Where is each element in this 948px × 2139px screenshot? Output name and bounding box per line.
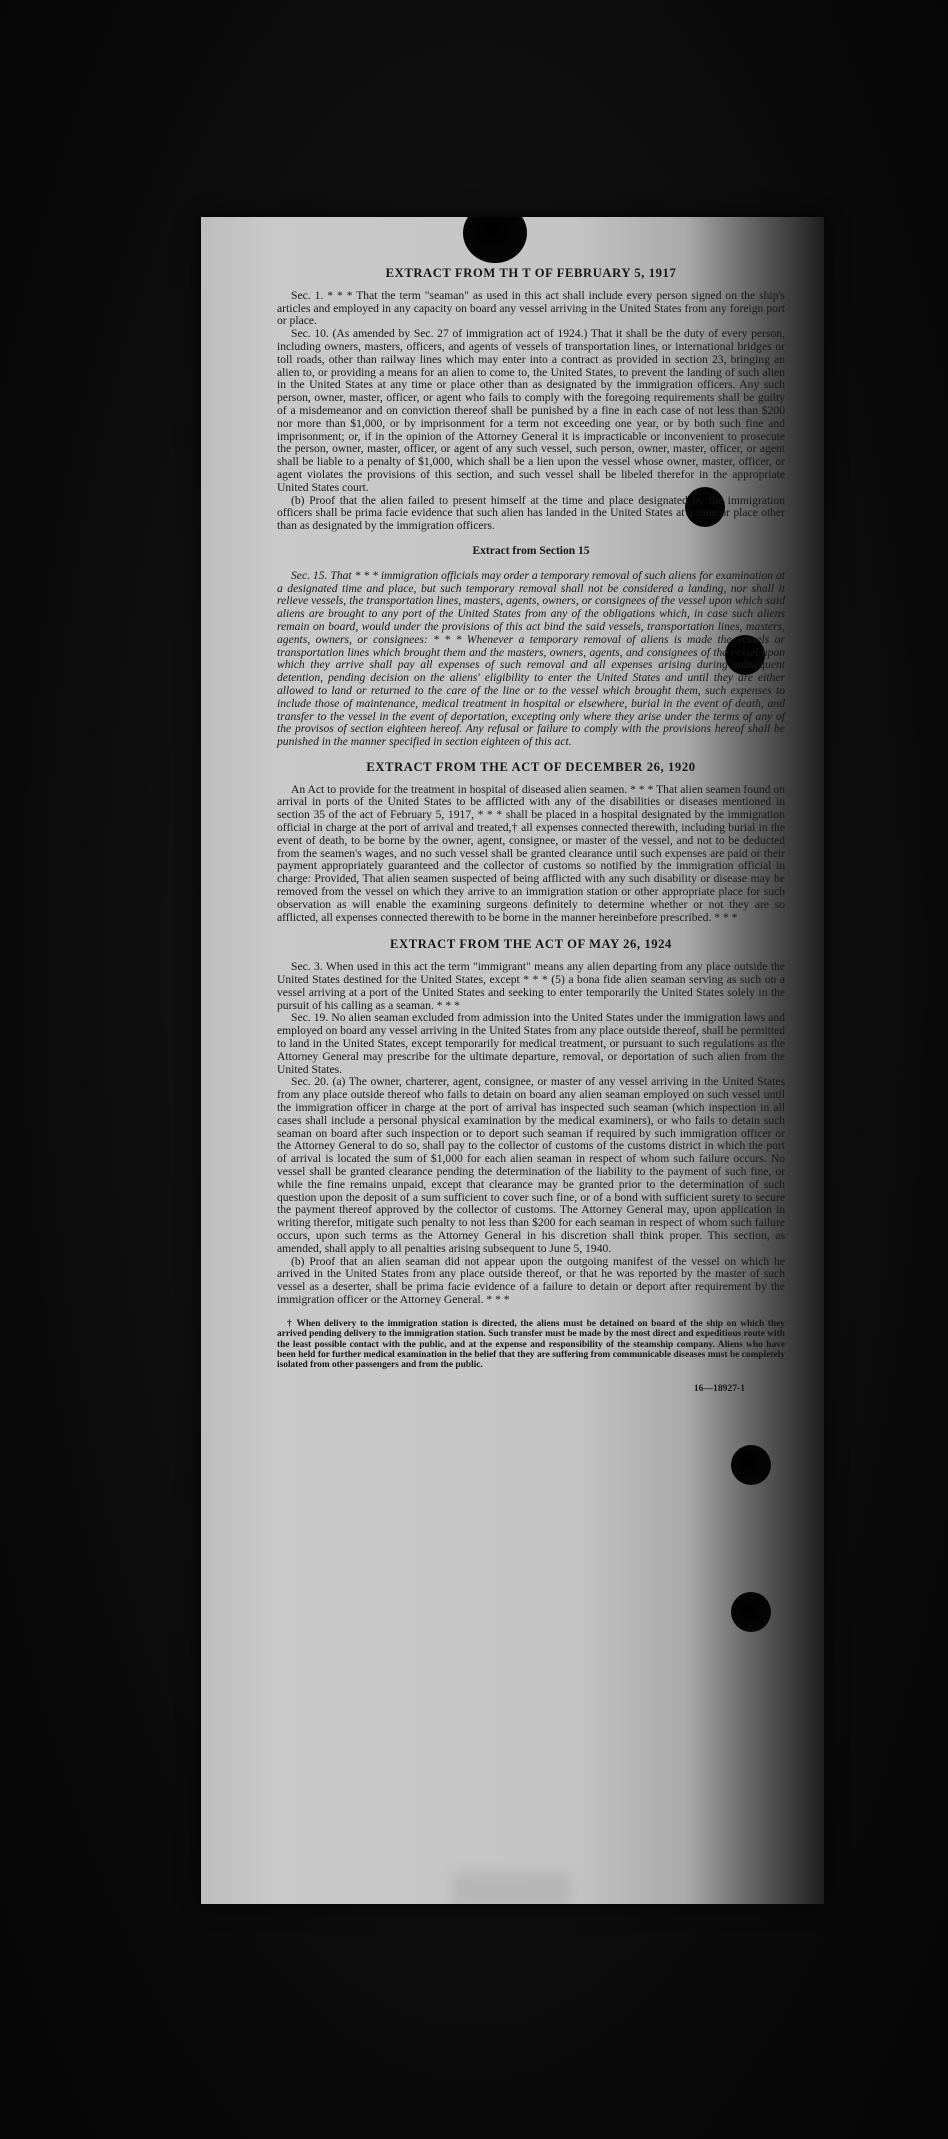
section-20b-text: (b) Proof that an alien seaman did not appear upon the outgoing manifest of the vessel on which he arrived in the United States from any place outside thereof, or that he was reported by the master of such vessel as a deserter, shall be prima facie evidence of a failure to detain or deport after requirement by the immigration officer or the Attorney General. * * * — [277, 1254, 785, 1306]
heading-act-1924: EXTRACT FROM THE ACT OF MAY 26, 1924 — [390, 937, 672, 952]
heading-act-1917: EXTRACT FROM TH T OF FEBRUARY 5, 1917 — [385, 266, 677, 280]
section-10-text: Sec. 10. (As amended by Sec. 27 of immigration act of 1924.) That it shall be the duty of every person, including owners, masters, officers, and agents of vessels of transportation lines, or international bridges or toll roads, other than railway lines which may enter into a contract as provided in section 23, bringing an alien to, or providing a means for an alien to come to, the United States, to prevent the landing of such alien in the United States at any time or place other than as designated by the immigration officers. Any such person, owner, master, officer, or agent who fails to comply with the foregoing requirements shall be guilty of a misdemeanor and on conviction thereof shall be punished by a fine in each case of not less than $200 nor more than $1,000, or by imprisonment for a term not exceeding one year, or by both such fine and imprisonment; or, if in the opinion of the Attorney General it is impracticable or inconvenient to prosecute the person, owner, master, officer, or agent of any such vessel, such person, owner, master, officer, or agent shall be liable to a penalty of $1,000, which shall be a lien upon the vessel whose owner, master, officer, or agent violates the provisions of this section, and such vessel shall be libeled therefor in the appropriate United States court. — [277, 327, 785, 494]
section-3-text: Sec. 3. When used in this act the term "immigrant" means any alien departing from any place outside the United States destined for the United States, except * * * (5) a bona fide alien seaman serving as such on a vessel arriving at a port of the United States and seeking to enter temporarily the United States solely in the pursuit of his calling as a seaman. * * * — [277, 960, 785, 1012]
document-page — [201, 217, 824, 1904]
document-text — [277, 267, 785, 1396]
act-1920-text: An Act to provide for the treatment in hospital of diseased alien seamen. * * * That alien seamen found on arrival in ports of the United States to be afflicted with any of the disabilities or diseases mentioned in section 35 of the act of February 5, 1917, * * * shall be placed in a hospital designated by the immigration official in charge at the port of arrival and treated,† all expenses connected therewith, including burial in the event of death, to be borne by the owner, agent, consignee, or master of the vessel, and not to be deducted from the seamen's wages, and no such vessel shall be granted clearance until such expenses are paid or their payment appropriately guaranteed and the collector of customs so notified by the immigration official in charge: Provided, That alien seamen suspected of being afflicted with any such disability or disease may be removed from the vessel on which they arrive to an immigration station or other appropriate place for such observation as will enable the examining surgeons definitely to determine whether or not they are so afflicted, all expenses connected therewith to be borne in the manner hereinbefore prescribed. * * * — [277, 782, 785, 924]
section-10b-text: (b) Proof that the alien failed to present himself at the time and place designated by the immigration officers shall be prima facie evidence that such alien has landed in the United States at a time or place other than as designated by the immigration officers. — [277, 493, 785, 533]
section-15-text: Sec. 15. That * * * immigration officials may order a temporary removal of such aliens for examination at a designated time and place, but such temporary removal shall not be considered a landing, nor shall it relieve vessels, the transportation lines, masters, agents, owners, or consignees of the vessel upon which said aliens are brought to any port of the United States from any of the obligations which, in case such aliens remain on board, would under the provisions of this act bind the said vessels, transportation lines, masters, agents, owners, or consignees: * * * Whenever a temporary removal of aliens is made the vessels or transportation lines which brought them and the masters, owners, agents, and consignees of the vessel upon which they arrive shall pay all expenses of such removal and all expenses arising during subsequent detention, pending decision on the aliens' eligibility to enter the United States and until they are either allowed to land or returned to the care of the line or to the vessel which brought them, such expenses to include those of maintenance, medical treatment in hospital or elsewhere, burial in the event of death, and transfer to the vessel in the event of deportation, excepting only where they arise under the terms of any of the provisos of section eighteen hereof. Any refusal or failure to comply with the provisions hereof shall be punished in the manner specified in section eighteen of this act. — [277, 568, 785, 749]
form-number: 16—18927-1 — [693, 1382, 745, 1394]
section-20a-text: Sec. 20. (a) The owner, charterer, agent, consignee, or master of any vessel arriving in the United States from any place outside thereof who fails to detain on board any alien seaman employed on such vessel until the immigration officer in charge at the port of arrival has inspected such seaman (which inspection in all cases shall include a personal physical examination by the medical examiners), or who fails to detain such seaman on board after such inspection or to deport such seaman if required by such immigration officer or the Attorney General to do so, shall pay to the collector of customs of the customs district in which the port of arrival is located the sum of $1,000 for each alien seaman in respect of whom such failure occurs. No vessel shall be granted clearance pending the determination of the liability to the payment of such fine, or while the fine remains unpaid, except that clearance may be granted prior to the determination of such question upon the deposit of a sum sufficient to cover such fine, or of a bond with sufficient surety to secure the payment thereof approved by the collector of customs. The Attorney General may, upon application in writing therefor, mitigate such penalty to not less than $200 for each seaman in respect of whom such failure occurs, upon such terms as the Attorney General in his discretion shall think proper. This section, as amended, shall apply to all penalties arising subsequent to June 5, 1940. — [277, 1075, 785, 1255]
section-1-text: Sec. 1. * * * That the term "seaman" as used in this act shall include every person signed on the ship's articles and employed in any capacity on board any vessel arriving in the United States from any foreign port or place. — [277, 288, 785, 328]
heading-act-1920: EXTRACT FROM THE ACT OF DECEMBER 26, 1920 — [366, 759, 696, 774]
stamp-smudge — [451, 1872, 571, 1904]
heading-section-15: Extract from Section 15 — [472, 544, 590, 557]
punch-hole-top — [463, 217, 527, 263]
section-19-text: Sec. 19. No alien seaman excluded from admission into the United States under the immigration laws and employed on board any vessel arriving in the United States from any place outside thereof, shall be permitted to land in the United States, except temporarily for medical treatment, or pursuant to such regulations as the Attorney General may prescribe for the ultimate departure, removal, or deportation of such alien from the United States. — [277, 1011, 785, 1076]
footnote: † When delivery to the immigration station is directed, the aliens must be detained on board of the ship on which they arrived pending delivery to the immigration station. Such transfer must be made by the most direct and expeditious route with the least possible contact with the public, and at the expense and responsibility of the steamship company. Aliens who have been held for further medical examination in the belief that they are suffering from communicable diseases must be completely isolated from other passengers and from the public. — [277, 1318, 785, 1371]
punch-hole-right-lower — [731, 1445, 771, 1485]
punch-hole-right-bottom — [731, 1592, 771, 1632]
